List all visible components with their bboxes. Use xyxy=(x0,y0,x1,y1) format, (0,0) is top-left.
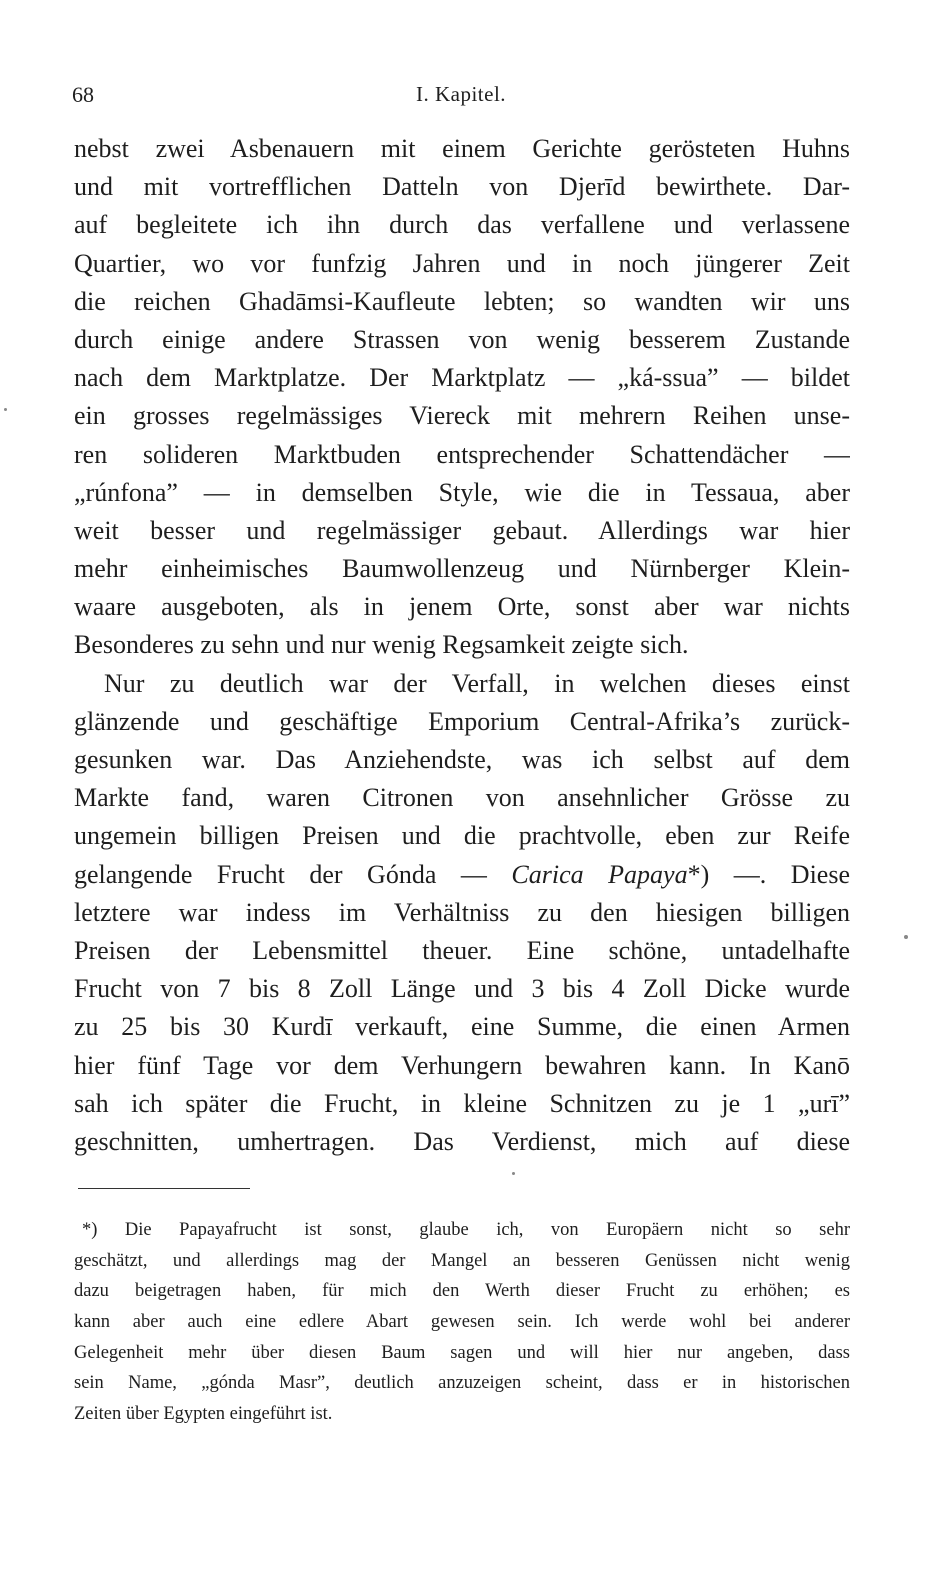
footnote-line: Zeiten über Egypten eingeführt ist. xyxy=(74,1404,333,1425)
body-line: glänzende und geschäftige Emporium Central-Afrika’s zurück- xyxy=(74,706,850,736)
footnote-line: dazu beigetragen haben, für mich den Werth dieser Frucht zu erhöhen; es xyxy=(74,1281,850,1302)
footnote-separator xyxy=(78,1188,250,1189)
body-line: sah ich später die Frucht, in kleine Schnitzen zu je 1 „urī” xyxy=(74,1088,850,1118)
body-line: ungemein billigen Preisen und die prachtvolle, eben zur Reife xyxy=(74,821,850,851)
body-line: hier fünf Tage vor dem Verhungern bewahren kann. In Kanō xyxy=(74,1050,850,1080)
body-line: weit besser und regelmässiger gebaut. Allerdings war hier xyxy=(74,515,850,545)
body-line: nach dem Marktplatze. Der Marktplatz — „ká-ssua” — bildet xyxy=(74,363,850,393)
body-line: und mit vortrefflichen Datteln von Djerīd bewirthete. Dar- xyxy=(74,172,850,202)
body-line: ein grosses regelmässiges Viereck mit mehrern Reihen unse- xyxy=(74,401,850,431)
footnote-line: geschätzt, und allerdings mag der Mangel an besseren Genüssen nicht wenig xyxy=(74,1250,850,1271)
body-line: die reichen Ghadāmsi-Kaufleute lebten; so wandten wir uns xyxy=(74,286,850,316)
footnote-line: *) Die Papayafrucht ist sonst, glaube ich, von Europäern nicht so sehr xyxy=(82,1220,850,1240)
body-line-with-italic xyxy=(74,856,850,894)
page-header xyxy=(72,82,850,116)
body-line: Markte fand, waren Citronen von ansehnlicher Grösse zu xyxy=(74,783,850,813)
body-line: auf begleitete ich ihn durch das verfallene und verlassene xyxy=(74,210,850,240)
body-line: gesunken war. Das Anziehendste, was ich selbst auf dem xyxy=(74,745,850,774)
body-line: „rúnfona” — in demselben Style, wie die in Tessaua, aber xyxy=(74,477,850,507)
body-line: Quartier, wo vor funfzig Jahren und in noch jüngerer Zeit xyxy=(74,248,850,278)
paper-speck xyxy=(512,1172,515,1175)
body-line: letztere war indess im Verhältniss zu den hiesigen billigen xyxy=(74,897,850,927)
body-text xyxy=(74,130,850,1161)
footnote xyxy=(74,1215,850,1430)
paragraph-start-line: Nur zu deutlich war der Verfall, in welchen dieses einst xyxy=(104,668,850,698)
paper-speck xyxy=(904,935,908,939)
species-name: Carica Papaya xyxy=(511,859,688,889)
line-start: gelangende Frucht der Gónda — xyxy=(74,859,512,889)
body-line: geschnitten, umhertragen. Das Verdienst, mich auf diese xyxy=(74,1126,850,1156)
footnote-line: Gelegenheit mehr über diesen Baum sagen und will hier nur angeben, dass xyxy=(74,1342,850,1363)
body-line: ren solideren Marktbuden entsprechender Schattendächer — xyxy=(74,439,850,469)
running-head: I. Kapitel. xyxy=(415,82,507,106)
line-end: *) —. Diese xyxy=(687,859,850,889)
paper-speck xyxy=(4,408,7,411)
body-line: mehr einheimisches Baumwollenzeug und Nürnberger Klein- xyxy=(74,554,850,584)
body-line: nebst zwei Asbenauern mit einem Gerichte gerösteten Huhns xyxy=(74,134,850,163)
body-line: durch einige andere Strassen von wenig besserem Zustande xyxy=(74,324,850,354)
footnote-line: sein Name, „gónda Masr”, deutlich anzuzeigen scheint, dass er in historischen xyxy=(74,1373,850,1394)
body-line: Preisen der Lebensmittel theuer. Eine schöne, untadelhafte xyxy=(74,935,850,965)
page-number: 68 xyxy=(72,82,94,107)
body-line: waare ausgeboten, als in jenem Orte, sonst aber war nichts xyxy=(74,592,850,622)
body-line: Besonderes zu sehn und nur wenig Regsamkeit zeigte sich. xyxy=(74,630,689,660)
body-line: Frucht von 7 bis 8 Zoll Länge und 3 bis 4 Zoll Dicke wurde xyxy=(74,974,850,1004)
body-line: zu 25 bis 30 Kurdī verkauft, eine Summe, die einen Armen xyxy=(74,1012,850,1042)
footnote-line: kann aber auch eine edlere Abart gewesen sein. Ich werde wohl bei anderer xyxy=(74,1312,850,1333)
